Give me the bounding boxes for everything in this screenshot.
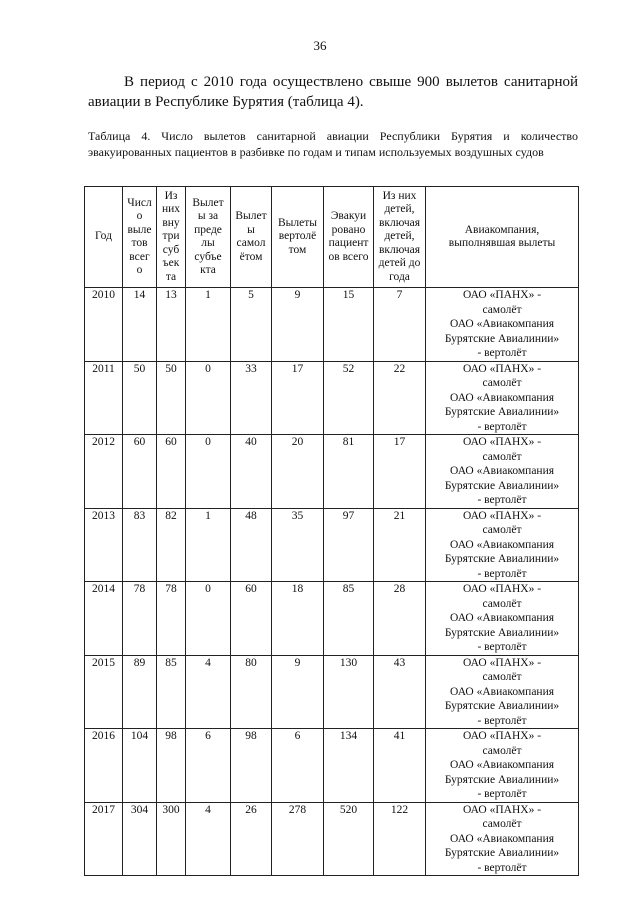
airline-line: ОАО «Авиакомпания <box>449 685 555 698</box>
header-line: три <box>162 230 180 243</box>
airline-line: Бурятские Авиалинии» <box>444 700 560 712</box>
header-line: о <box>136 264 143 276</box>
cell-outside-region: 1 <box>186 288 231 362</box>
airline-line: самолёт <box>482 818 522 830</box>
cell-within-region: 60 <box>157 435 186 509</box>
airline-line: ОАО «ПАНХ» - <box>462 583 542 595</box>
page-number: 36 <box>313 38 327 53</box>
table-caption: Таблица 4. Число вылетов санитарной авиации Республики Бурятия и количество эвакуированных пациентов в разбивке по годам и типам используемых воздушных судов <box>88 129 578 159</box>
airline-line: самолёт <box>482 377 522 389</box>
cell-evacuated-total: 520 <box>324 802 374 876</box>
table-row <box>85 655 579 729</box>
airline-line: - вертолёт <box>477 347 527 359</box>
header-line: преде <box>194 223 222 236</box>
airline-line: Бурятские Авиалинии» <box>444 626 560 639</box>
cell-evacuated-total: 134 <box>324 729 374 803</box>
airline-line: Бурятские Авиалинии» <box>444 406 560 418</box>
cell-total-flights: 104 <box>123 729 157 803</box>
cell-airline <box>426 582 579 656</box>
cell-outside-region: 0 <box>186 435 231 509</box>
cell-airline <box>426 729 579 803</box>
cell-outside-region: 0 <box>186 582 231 656</box>
header-line: лы <box>201 237 215 249</box>
cell-year: 2010 <box>85 288 123 362</box>
header-line: них <box>161 203 181 216</box>
cell-children: 17 <box>374 435 426 509</box>
cell-evacuated-total: 15 <box>324 288 374 362</box>
airline-line: Бурятские Авиалинии» <box>444 773 560 786</box>
header-line: детей до <box>378 257 421 270</box>
header-line: ъек <box>162 257 180 270</box>
header-line: Вылет <box>235 210 267 222</box>
cell-total-flights: 50 <box>123 361 157 435</box>
header-line: о <box>136 210 143 222</box>
header-total-flights <box>123 187 157 288</box>
cell-helicopter-flights: 9 <box>272 288 324 362</box>
airline-line: - вертолёт <box>477 494 527 506</box>
airline-line: самолёт <box>482 744 522 757</box>
cell-within-region: 13 <box>157 288 186 362</box>
table-row <box>85 508 579 582</box>
cell-total-flights: 14 <box>123 288 157 362</box>
header-line: Вылеты <box>278 216 317 229</box>
cell-plane-flights: 5 <box>231 288 272 362</box>
cell-airline <box>426 361 579 435</box>
intro-text: В период с 2010 года осуществлено свыше 900 вылетов санитарной авиации в Республике Бурятия (таблица 4). <box>88 74 578 110</box>
header-line: ётом <box>239 250 263 263</box>
airline-line: ОАО «Авиакомпания <box>449 391 555 404</box>
table-row <box>85 288 579 362</box>
header-line: включая <box>378 243 421 256</box>
cell-total-flights: 60 <box>123 435 157 509</box>
header-line: ы за <box>197 210 219 222</box>
cell-within-region: 85 <box>157 655 186 729</box>
cell-total-flights: 304 <box>123 802 157 876</box>
cell-plane-flights: 40 <box>231 435 272 509</box>
header-line: ы <box>247 223 255 236</box>
cell-helicopter-flights: 35 <box>272 508 324 582</box>
cell-helicopter-flights: 18 <box>272 582 324 656</box>
header-line: субъе <box>194 250 222 263</box>
cell-within-region: 78 <box>157 582 186 656</box>
airline-line: Бурятские Авиалинии» <box>444 553 560 565</box>
table-header-row <box>85 187 579 288</box>
header-line: выполнявшая вылеты <box>448 237 556 249</box>
cell-outside-region: 4 <box>186 802 231 876</box>
header-children <box>374 187 426 288</box>
cell-plane-flights: 33 <box>231 361 272 435</box>
cell-children: 22 <box>374 361 426 435</box>
cell-within-region: 300 <box>157 802 186 876</box>
airline-line: - вертолёт <box>477 567 527 580</box>
cell-evacuated-total: 52 <box>324 361 374 435</box>
header-line: включая <box>378 216 421 229</box>
header-line: суб <box>162 243 180 256</box>
cell-helicopter-flights: 20 <box>272 435 324 509</box>
cell-year: 2014 <box>85 582 123 656</box>
airline-line: Бурятские Авиалинии» <box>444 332 560 345</box>
cell-children: 21 <box>374 508 426 582</box>
table-row <box>85 582 579 656</box>
airline-line: ОАО «ПАНХ» - <box>462 289 542 301</box>
cell-plane-flights: 80 <box>231 655 272 729</box>
cell-children: 43 <box>374 655 426 729</box>
table-row <box>85 729 579 803</box>
cell-airline <box>426 288 579 362</box>
airline-line: ОАО «Авиакомпания <box>449 465 555 477</box>
airline-line: самолёт <box>482 450 522 463</box>
cell-airline <box>426 802 579 876</box>
cell-evacuated-total: 130 <box>324 655 374 729</box>
cell-helicopter-flights: 6 <box>272 729 324 803</box>
cell-helicopter-flights: 9 <box>272 655 324 729</box>
cell-year: 2013 <box>85 508 123 582</box>
cell-within-region: 50 <box>157 361 186 435</box>
table-row <box>85 361 579 435</box>
cell-within-region: 82 <box>157 508 186 582</box>
table-row <box>85 435 579 509</box>
airline-line: ОАО «ПАНХ» - <box>462 803 542 816</box>
airline-line: самолёт <box>482 597 522 610</box>
header-line: ровано <box>331 223 366 236</box>
cell-plane-flights: 60 <box>231 582 272 656</box>
header-line: том <box>288 243 307 256</box>
cell-plane-flights: 48 <box>231 508 272 582</box>
cell-outside-region: 4 <box>186 655 231 729</box>
airline-line: - вертолёт <box>477 641 527 653</box>
cell-children: 122 <box>374 802 426 876</box>
cell-plane-flights: 26 <box>231 802 272 876</box>
cell-helicopter-flights: 278 <box>272 802 324 876</box>
header-line: самол <box>236 237 266 249</box>
header-line: Эвакуи <box>330 210 367 222</box>
header-line: детей, <box>384 230 415 243</box>
cell-total-flights: 83 <box>123 508 157 582</box>
table-row <box>85 802 579 876</box>
airline-line: - вертолёт <box>477 788 527 800</box>
header-line: Из них <box>382 189 417 202</box>
header-line: вну <box>162 216 180 229</box>
header-line: Авиакомпания, <box>464 223 540 236</box>
cell-within-region: 98 <box>157 729 186 803</box>
cell-airline <box>426 655 579 729</box>
header-line: ов всего <box>328 250 369 263</box>
airline-line: ОАО «ПАНХ» - <box>462 362 542 375</box>
header-line: та <box>165 270 177 283</box>
airline-line: Бурятские Авиалинии» <box>444 847 560 859</box>
cell-year: 2011 <box>85 361 123 435</box>
header-line: Из <box>164 189 178 202</box>
cell-outside-region: 1 <box>186 508 231 582</box>
flights-table <box>84 186 579 876</box>
header-outside-region <box>186 187 231 288</box>
cell-airline <box>426 435 579 509</box>
header-line: Год <box>95 230 112 243</box>
cell-total-flights: 78 <box>123 582 157 656</box>
airline-line: ОАО «ПАНХ» - <box>462 656 542 669</box>
cell-year: 2015 <box>85 655 123 729</box>
header-line: кта <box>200 264 216 276</box>
header-year <box>85 187 123 288</box>
cell-evacuated-total: 81 <box>324 435 374 509</box>
airline-line: ОАО «ПАНХ» - <box>462 436 542 448</box>
airline-line: - вертолёт <box>477 861 527 874</box>
cell-children: 7 <box>374 288 426 362</box>
header-within-region <box>157 187 186 288</box>
header-plane-flights <box>231 187 272 288</box>
header-line: тов <box>131 237 148 249</box>
airline-line: ОАО «ПАНХ» - <box>462 730 542 742</box>
airline-line: - вертолёт <box>477 714 527 727</box>
cell-children: 28 <box>374 582 426 656</box>
airline-line: самолёт <box>482 671 522 683</box>
airline-line: ОАО «Авиакомпания <box>449 759 555 771</box>
cell-plane-flights: 98 <box>231 729 272 803</box>
header-line: пациент <box>328 237 369 249</box>
header-line: детей, <box>384 203 415 216</box>
airline-line: самолёт <box>482 524 522 536</box>
cell-total-flights: 89 <box>123 655 157 729</box>
intro-paragraph <box>88 72 578 112</box>
cell-year: 2017 <box>85 802 123 876</box>
cell-outside-region: 0 <box>186 361 231 435</box>
airline-line: ОАО «Авиакомпания <box>449 612 555 624</box>
header-helicopter-flights <box>272 187 324 288</box>
header-line: вертолё <box>278 230 317 243</box>
cell-helicopter-flights: 17 <box>272 361 324 435</box>
cell-outside-region: 6 <box>186 729 231 803</box>
airline-line: ОАО «ПАНХ» - <box>462 509 542 522</box>
header-line: Числ <box>127 196 152 209</box>
header-line: Вылет <box>192 196 224 209</box>
airline-line: ОАО «Авиакомпания <box>449 832 555 845</box>
header-line: выле <box>127 223 152 236</box>
cell-airline <box>426 508 579 582</box>
airline-line: самолёт <box>482 303 522 316</box>
header-line: года <box>389 270 410 283</box>
header-line: всег <box>129 250 150 263</box>
cell-evacuated-total: 97 <box>324 508 374 582</box>
cell-evacuated-total: 85 <box>324 582 374 656</box>
airline-line: ОАО «Авиакомпания <box>449 318 555 330</box>
airline-line: - вертолёт <box>477 420 527 433</box>
cell-year: 2016 <box>85 729 123 803</box>
airline-line: Бурятские Авиалинии» <box>444 479 560 492</box>
cell-year: 2012 <box>85 435 123 509</box>
airline-line: ОАО «Авиакомпания <box>449 538 555 551</box>
cell-children: 41 <box>374 729 426 803</box>
header-airline <box>426 187 579 288</box>
header-evacuated-total <box>324 187 374 288</box>
